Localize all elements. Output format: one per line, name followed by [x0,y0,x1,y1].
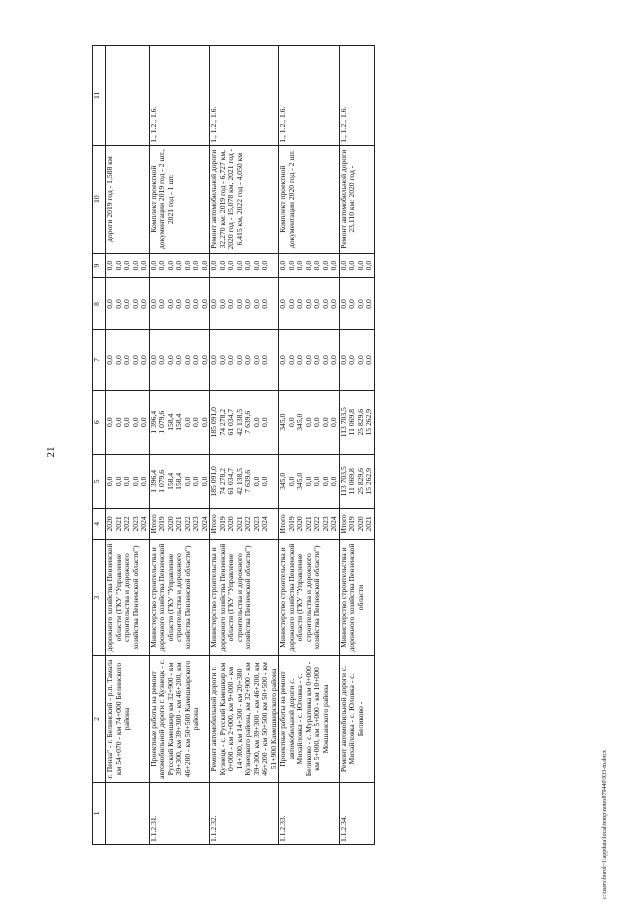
row-total-funding-value: 0,0 [286,476,296,487]
row-other-sources-value: 0,0 [199,260,209,271]
row-other-sources-value: 0,0 [217,260,227,271]
table-row [210,46,279,845]
column-header-6: 6 [93,390,106,454]
row-federal-budget-value: 0,0 [338,355,348,365]
row-regional-budget-value: 345,0 [295,413,304,431]
column-header-5: 5 [93,454,106,508]
row-years-value: 2022 [243,516,252,532]
row-total-funding-value: 158,4 [174,472,183,490]
row-regional-budget-value: 0,0 [303,417,313,427]
row-executor: Министерство строительства и дорожного хозяйства Пензенской области (ГКУ "Управление строительства и дорожного хозяйства Пензенской области") [279,539,340,655]
row-other-sources-value: 0,0 [320,260,330,271]
row-local-budget-value: 0,0 [295,299,304,309]
row-federal-budget-value: 0,0 [234,355,244,365]
row-total-funding-value: 345,0 [278,472,287,490]
row-total-funding-value: 0,0 [130,476,140,487]
row-id [106,782,150,844]
row-local-budget-value: 0,0 [157,299,166,309]
row-total-funding-value: 74 278,2 [217,468,227,495]
row-total-funding-value: 61 034,7 [226,468,235,495]
row-years-value: 2023 [320,516,330,532]
row-total-funding [339,454,374,508]
row-regional-budget-value: 0,0 [260,417,269,427]
row-local-budget-value: 0,0 [278,299,287,309]
row-local-budget-value: 0,0 [130,299,140,309]
row-activity-name: Ремонт автомобильной дороги с. Михайловка - с. Юловка - с. Беликово - [339,656,374,783]
row-total-funding-value: 0,0 [303,476,313,487]
row-total-funding-value: 25 829,6 [355,468,365,495]
row-local-budget-value: 0,0 [148,299,158,309]
row-regional-budget-value: 0,0 [199,417,209,427]
row-years-value: Итого [278,514,287,534]
row-years-value: 2024 [260,516,269,532]
row-other-sources-value: 0,0 [105,260,114,271]
header-row [93,46,106,845]
row-years-value: 2019 [286,516,296,532]
row-regional-budget-value: 11 069,8 [347,409,356,436]
row-years-value: 2020 [295,516,304,532]
column-header-4: 4 [93,508,106,539]
row-result: дороги 2019 год - 1,588 км [106,145,150,253]
row-years-value: 2020 [226,516,235,532]
column-header-9: 9 [93,253,106,278]
row-local-budget-value: 0,0 [199,299,209,309]
row-local-budget-value: 0,0 [347,299,356,309]
row-regional-budget-value: 25 829,6 [355,408,365,436]
row-other-sources-value: 0,0 [209,260,218,271]
row-local-budget-value: 0,0 [355,299,365,309]
row-id: 1.1.2.34. [339,782,374,844]
row-years-value: 2024 [139,516,148,532]
row-other-sources-value: 0,0 [329,260,338,271]
row-other-sources-value: 0,0 [295,260,304,271]
row-local-budget-value: 0,0 [182,299,192,309]
row-regional-budget-value: 1 079,6 [157,410,166,434]
row-years [106,508,150,539]
row-regional-budget-value: 113 703,5 [338,407,348,438]
row-result: Комплект проектной документации 2020 год - 2 шт. [279,145,340,253]
row-regional-budget-value: 1 396,4 [148,410,158,434]
table-row [339,46,374,845]
row-other-sources [106,253,150,278]
row-years-value: 2023 [191,516,200,532]
program-table [92,45,375,845]
row-local-budget-value: 0,0 [174,299,183,309]
row-other-sources-value: 0,0 [303,260,313,271]
row-federal-budget-value: 0,0 [105,355,114,365]
row-indicators: 1., 1.2., 1.6. [339,46,374,146]
row-years-value: 2021 [303,516,313,532]
row-regional-budget-value: 185 091,0 [209,407,218,438]
column-header-8: 8 [93,278,106,330]
row-total-funding-value: 185 091,0 [209,466,218,497]
row-other-sources-value: 0,0 [165,260,175,271]
row-total-funding [210,454,279,508]
row-regional-budget [279,390,340,454]
row-regional-budget-value: 158,4 [174,413,183,431]
row-years-value: 2020 [105,516,114,532]
row-federal-budget-value: 0,0 [165,355,175,365]
row-federal-budget-value: 0,0 [157,355,166,365]
row-local-budget-value: 0,0 [105,299,114,309]
row-other-sources-value: 0,0 [191,260,200,271]
column-header-2: 2 [93,656,106,783]
row-local-budget-value: 0,0 [260,299,269,309]
row-other-sources-value: 0,0 [278,260,287,271]
row-id: 1.1.2.33. [279,782,340,844]
row-local-budget-value: 0,0 [312,299,321,309]
row-federal-budget-value: 0,0 [286,355,296,365]
row-other-sources-value: 0,0 [312,260,321,271]
row-indicators [106,46,150,146]
row-activity-name: г. Пенза" - г. Белинский - р.п. Тамала км 54+070 - км 74+000 Белинского района [106,656,150,783]
row-federal-budget-value: 0,0 [191,355,200,365]
row-local-budget [339,278,374,330]
row-other-sources-value: 0,0 [347,260,356,271]
row-local-budget-value: 0,0 [364,299,373,309]
row-total-funding-value: 15 262,9 [364,468,373,495]
row-total-funding [149,454,210,508]
column-header-3: 3 [93,539,106,655]
table-body [106,46,375,845]
row-regional-budget-value: 0,0 [191,417,200,427]
row-federal-budget-value: 0,0 [243,355,252,365]
row-local-budget-value: 0,0 [113,299,123,309]
row-regional-budget-value: 0,0 [139,417,148,427]
table-row [106,46,150,845]
row-regional-budget [210,390,279,454]
row-years-value: 2020 [165,516,175,532]
row-total-funding [279,454,340,508]
row-years-value: 2022 [312,516,321,532]
row-regional-budget-value: 0,0 [312,417,321,427]
row-total-funding-value: 7 639,6 [243,469,252,493]
row-total-funding-value: 0,0 [139,476,148,487]
row-federal-budget-value: 0,0 [217,355,227,365]
row-years-value: 2024 [329,516,338,532]
row-local-budget [279,278,340,330]
row-regional-budget-value: 0,0 [251,417,261,427]
row-local-budget-value: 0,0 [139,299,148,309]
row-indicators: 1., 1.2., 1.6. [210,46,279,146]
row-years-value: 2021 [364,516,373,532]
row-local-budget [149,278,210,330]
row-federal-budget-value: 0,0 [122,355,131,365]
row-total-funding-value: 113 703,5 [338,466,348,497]
row-federal-budget-value: 0,0 [260,355,269,365]
row-federal-budget-value: 0,0 [199,355,209,365]
row-federal-budget-value: 0,0 [209,355,218,365]
row-federal-budget-value: 0,0 [320,355,330,365]
row-local-budget-value: 0,0 [165,299,175,309]
row-local-budget-value: 0,0 [329,299,338,309]
row-years-value: 2021 [234,516,244,532]
row-years-value: 2019 [347,516,356,532]
row-regional-budget [339,390,374,454]
row-total-funding-value: 158,4 [165,472,175,490]
row-other-sources-value: 0,0 [130,260,140,271]
row-regional-budget-value: 7 639,6 [243,410,252,434]
row-federal-budget-value: 0,0 [347,355,356,365]
row-total-funding-value: 0,0 [260,476,269,487]
row-federal-budget-value: 0,0 [251,355,261,365]
row-regional-budget-value: 0,0 [122,417,131,427]
row-other-sources-value: 0,0 [174,260,183,271]
table-row [279,46,340,845]
rotated-table-container [92,45,532,845]
row-federal-budget-value: 0,0 [130,355,140,365]
row-federal-budget [149,330,210,390]
row-other-sources-value: 0,0 [157,260,166,271]
row-other-sources [339,253,374,278]
row-regional-budget-value: 0,0 [130,417,140,427]
row-other-sources-value: 0,0 [243,260,252,271]
row-other-sources [149,253,210,278]
row-regional-budget-value: 0,0 [182,417,192,427]
row-other-sources-value: 0,0 [148,260,158,271]
row-local-budget-value: 0,0 [286,299,296,309]
row-federal-budget [279,330,340,390]
row-regional-budget-value: 74 278,2 [217,408,227,436]
row-other-sources [279,253,340,278]
row-federal-budget [210,330,279,390]
row-federal-budget [339,330,374,390]
table-row [149,46,210,845]
row-federal-budget-value: 0,0 [278,355,287,365]
row-federal-budget-value: 0,0 [226,355,235,365]
row-regional-budget-value: 61 034,7 [226,408,235,436]
row-other-sources-value: 0,0 [364,260,373,271]
row-local-budget-value: 0,0 [234,299,244,309]
row-other-sources-value: 0,0 [338,260,348,271]
row-local-budget-value: 0,0 [122,299,131,309]
column-header-10: 10 [93,145,106,253]
row-total-funding-value: 0,0 [199,476,209,487]
row-years [149,508,210,539]
row-years-value: 2023 [130,516,140,532]
row-result: Ремонт автомобильной дороги 23,110 км: 2020 год - [339,145,374,253]
row-years [339,508,374,539]
row-federal-budget [106,330,150,390]
row-other-sources-value: 0,0 [234,260,244,271]
row-regional-budget [149,390,210,454]
row-other-sources-value: 0,0 [139,260,148,271]
row-total-funding-value: 11 069,8 [347,468,356,495]
row-years-value: 2021 [174,516,183,532]
row-years-value: Итого [338,514,348,534]
row-other-sources-value: 0,0 [286,260,296,271]
row-local-budget-value: 0,0 [226,299,235,309]
row-local-budget [106,278,150,330]
row-result: Комплект проектной документации 2019 год - 2 шт., 2021 год - 1 шт. [149,145,210,253]
row-local-budget-value: 0,0 [209,299,218,309]
row-years-value: 2019 [217,516,227,532]
row-regional-budget-value: 0,0 [320,417,330,427]
row-other-sources-value: 0,0 [122,260,131,271]
row-total-funding-value: 0,0 [191,476,200,487]
row-other-sources-value: 0,0 [226,260,235,271]
row-regional-budget [106,390,150,454]
row-federal-budget-value: 0,0 [182,355,192,365]
row-total-funding-value: 0,0 [105,476,114,487]
row-executor: дорожного хозяйства Пензенской области (ГКУ "Управление строительства и дорожного хозяйства Пензенской области") [106,539,150,655]
row-federal-budget-value: 0,0 [148,355,158,365]
row-years-value: 2023 [251,516,261,532]
page-number: 21 [45,446,57,458]
row-regional-budget-value: 0,0 [105,417,114,427]
row-years-value: Итого [209,514,218,534]
row-regional-budget-value: 345,0 [278,413,287,431]
row-years-value: 2019 [157,516,166,532]
row-total-funding [106,454,150,508]
row-id: 1.1.2.31. [149,782,210,844]
row-years-value: 2024 [199,516,209,532]
row-other-sources-value: 0,0 [251,260,261,271]
row-local-budget-value: 0,0 [243,299,252,309]
row-regional-budget-value: 0,0 [329,417,338,427]
row-years-value: 2020 [355,516,365,532]
row-years [279,508,340,539]
row-federal-budget-value: 0,0 [303,355,313,365]
row-local-budget-value: 0,0 [191,299,200,309]
row-federal-budget-value: 0,0 [355,355,365,365]
row-other-sources-value: 0,0 [260,260,269,271]
row-federal-budget-value: 0,0 [364,355,373,365]
row-years-value: 2022 [122,516,131,532]
row-activity-name: Ремонт автомобильной дороги г. Кузнецк - с. Русский Камешкир км 0+000 - км 2+000, км 9+000 - км 14+300, км 14+300 - км 20+380 Кузнецкого района, км 32+900 - км 39+300, км 39+300 - км 46+200, км 46+200 - км 50+500 км 50+500 - км 51+900 Камешкирского района [210,656,279,783]
row-local-budget-value: 0,0 [217,299,227,309]
column-header-7: 7 [93,330,106,390]
row-total-funding-value: 42 138,5 [234,468,244,495]
row-activity-name: Проектные работы на ремонт автомобильной дороги с. Михайловка - с. Юловка - с. Беликово - с. Муратовка км 0+000 - км 5+000, км 5+000 - км 10+000 Мокшанского района [279,656,340,783]
row-years-value: 2021 [113,516,123,532]
row-other-sources-value: 0,0 [182,260,192,271]
row-result: Ремонт автомобильной дороги 32,270 км: 2019 год - 6,727 км, 2020 год - 15,078 км, 2021 год - 6,415 км, 2022 год - 4,050 км [210,145,279,253]
row-local-budget-value: 0,0 [338,299,348,309]
row-other-sources [210,253,279,278]
row-indicators: 1., 1.2., 1.6. [149,46,210,146]
row-years [210,508,279,539]
row-local-budget-value: 0,0 [303,299,313,309]
row-total-funding-value: 0,0 [113,476,123,487]
row-executor: Министерство строительства и дорожного хозяйства Пензенской области (ГКУ "Управление строительства и дорожного хозяйства Пензенской области") [210,539,279,655]
row-federal-budget-value: 0,0 [174,355,183,365]
row-total-funding-value: 1 396,4 [148,469,158,493]
row-federal-budget-value: 0,0 [295,355,304,365]
row-regional-budget-value: 0,0 [113,417,123,427]
row-total-funding-value: 0,0 [320,476,330,487]
row-executor: Министерство строительства и дорожного хозяйства Пензенской области (ГКУ "Управление строительства и дорожного хозяйства Пензенской области") [149,539,210,655]
row-regional-budget-value: 0,0 [286,417,296,427]
row-total-funding-value: 0,0 [312,476,321,487]
row-other-sources-value: 0,0 [113,260,123,271]
row-total-funding-value: 1 079,6 [157,469,166,493]
row-regional-budget-value: 158,4 [165,413,175,431]
row-other-sources-value: 0,0 [355,260,365,271]
footer-path: c:\users\borol~1\appdata\local\temp\notes879440\933-m.docx [602,749,608,899]
row-executor: Министерство строительства и дорожного хозяйства Пензенской области [339,539,374,655]
row-federal-budget-value: 0,0 [139,355,148,365]
row-local-budget-value: 0,0 [251,299,261,309]
row-total-funding-value: 0,0 [182,476,192,487]
row-local-budget-value: 0,0 [320,299,330,309]
column-header-1: 1 [93,782,106,844]
row-regional-budget-value: 42 138,5 [234,408,244,436]
row-federal-budget-value: 0,0 [329,355,338,365]
row-activity-name: Проектные работы на ремонт автомобильной дороги г. Кузнецк - с. Русский Камешкир км 32+900 - км 39+300, км 39+300 - км 46+200, км 46+200 - км 50+500 Камешкирского района [149,656,210,783]
row-indicators: 1., 1.2., 1.6. [279,46,340,146]
row-regional-budget-value: 15 262,9 [364,408,373,436]
row-local-budget [210,278,279,330]
row-federal-budget-value: 0,0 [113,355,123,365]
row-id: 1.1.2.32. [210,782,279,844]
row-years-value: 2022 [182,516,192,532]
row-total-funding-value: 345,0 [295,472,304,490]
row-federal-budget-value: 0,0 [312,355,321,365]
row-years-value: Итого [148,514,158,534]
row-total-funding-value: 0,0 [122,476,131,487]
row-total-funding-value: 0,0 [251,476,261,487]
column-header-11: 11 [93,46,106,146]
row-total-funding-value: 0,0 [329,476,338,487]
